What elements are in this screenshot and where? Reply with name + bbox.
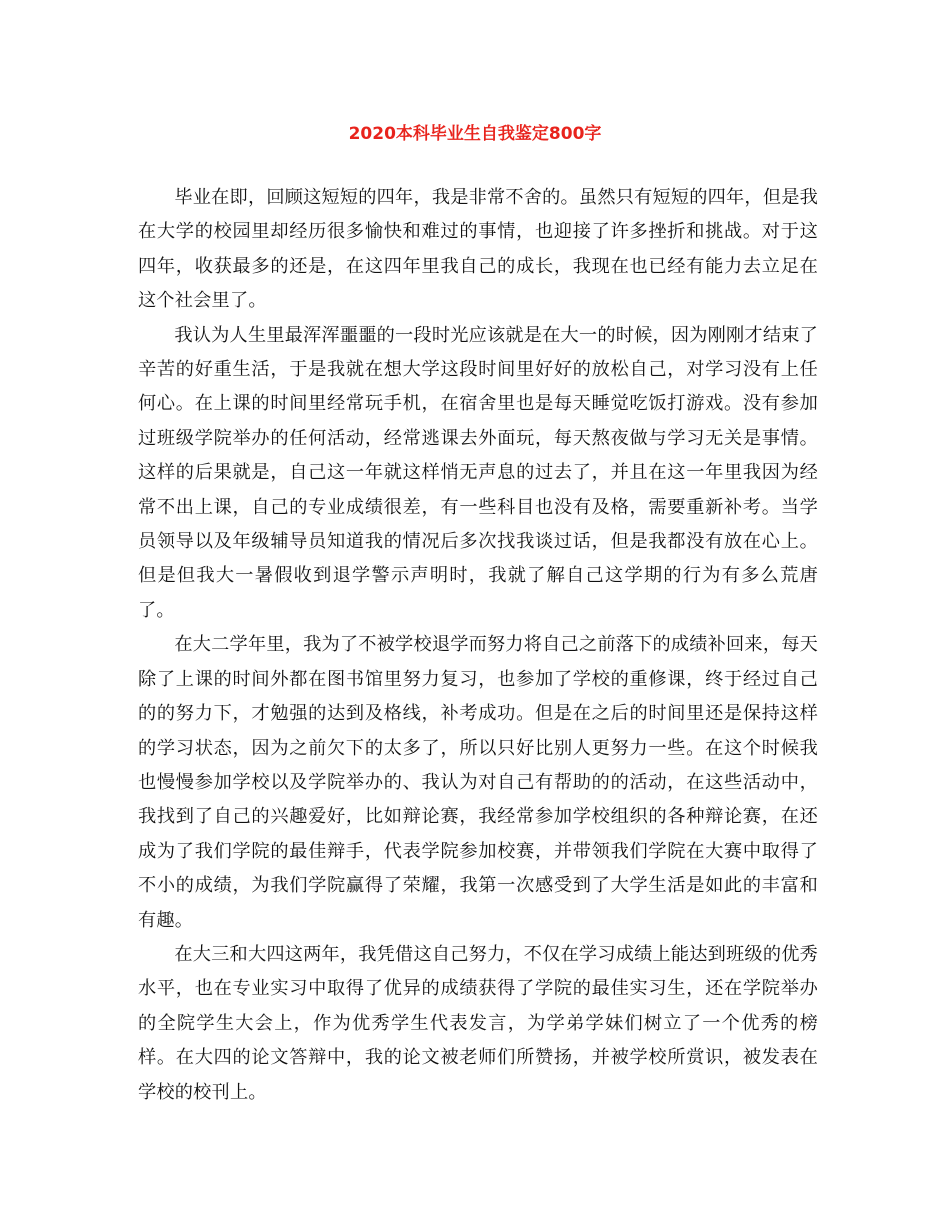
paragraph-3: 在大二学年里，我为了不被学校退学而努力将自己之前落下的成绩补回来，每天除了上课的时间外都在图书馆里努力复习，也参加了学校的重修课，终于经过自己的的努力下，才勉强的达到及格线，补考成功。但是在之后的时间里还是保持这样的学习状态，因为之前欠下的太多了，所以只好比别人更努力一些。在这个时候我也慢慢参加学校以及学院举办的、我认为对自己有帮助的的活动，在这些活动中，我找到了自己的兴趣爱好，比如辩论赛，我经常参加学校组织的各种辩论赛，在还成为了我们学院的最佳辩手，代表学院参加校赛，并带领我们学院在大赛中取得了不小的成绩，为我们学院赢得了荣耀，我第一次感受到了大学生活是如此的丰富和有趣。: [138, 634, 818, 931]
document-body: [138, 181, 818, 1110]
document-title: 2020本科毕业生自我鉴定800字: [348, 124, 602, 144]
paragraph-4: 在大三和大四这两年，我凭借这自己努力，不仅在学习成绩上能达到班级的优秀水平，也在专业实习中取得了优异的成绩获得了学院的最佳实习生，还在学院举办的全院学生大会上，作为优秀学生代表发言，为学弟学妹们树立了一个优秀的榜样。在大四的论文答辩中，我的论文被老师们所赞扬，并被学校所赏识，被发表在学校的校刊上。: [138, 943, 818, 1103]
paragraph-1: 毕业在即，回顾这短短的四年，我是非常不舍的。虽然只有短短的四年，但是我在大学的校园里却经历很多愉快和难过的事情，也迎接了许多挫折和挑战。对于这四年，收获最多的还是，在这四年里我自己的成长，我现在也已经有能力去立足在这个社会里了。: [138, 187, 818, 312]
paragraph-2: 我认为人生里最浑浑噩噩的一段时光应该就是在大一的时候，因为刚刚才结束了辛苦的好重生活，于是我就在想大学这段时间里好好的放松自己，对学习没有上任何心。在上课的时间里经常玩手机，在宿舍里也是每天睡觉吃饭打游戏。没有参加过班级学院举办的任何活动，经常逃课去外面玩，每天熬夜做与学习无关是事情。这样的后果就是，自己这一年就这样悄无声息的过去了，并且在这一年里我因为经常不出上课，自己的专业成绩很差，有一些科目也没有及格，需要重新补考。当学员领导以及年级辅导员知道我的情况后多次找我谈过话，但是我都没有放在心上。但是但我大一暑假收到退学警示声明时，我就了解自己这学期的行为有多么荒唐了。: [138, 324, 818, 621]
